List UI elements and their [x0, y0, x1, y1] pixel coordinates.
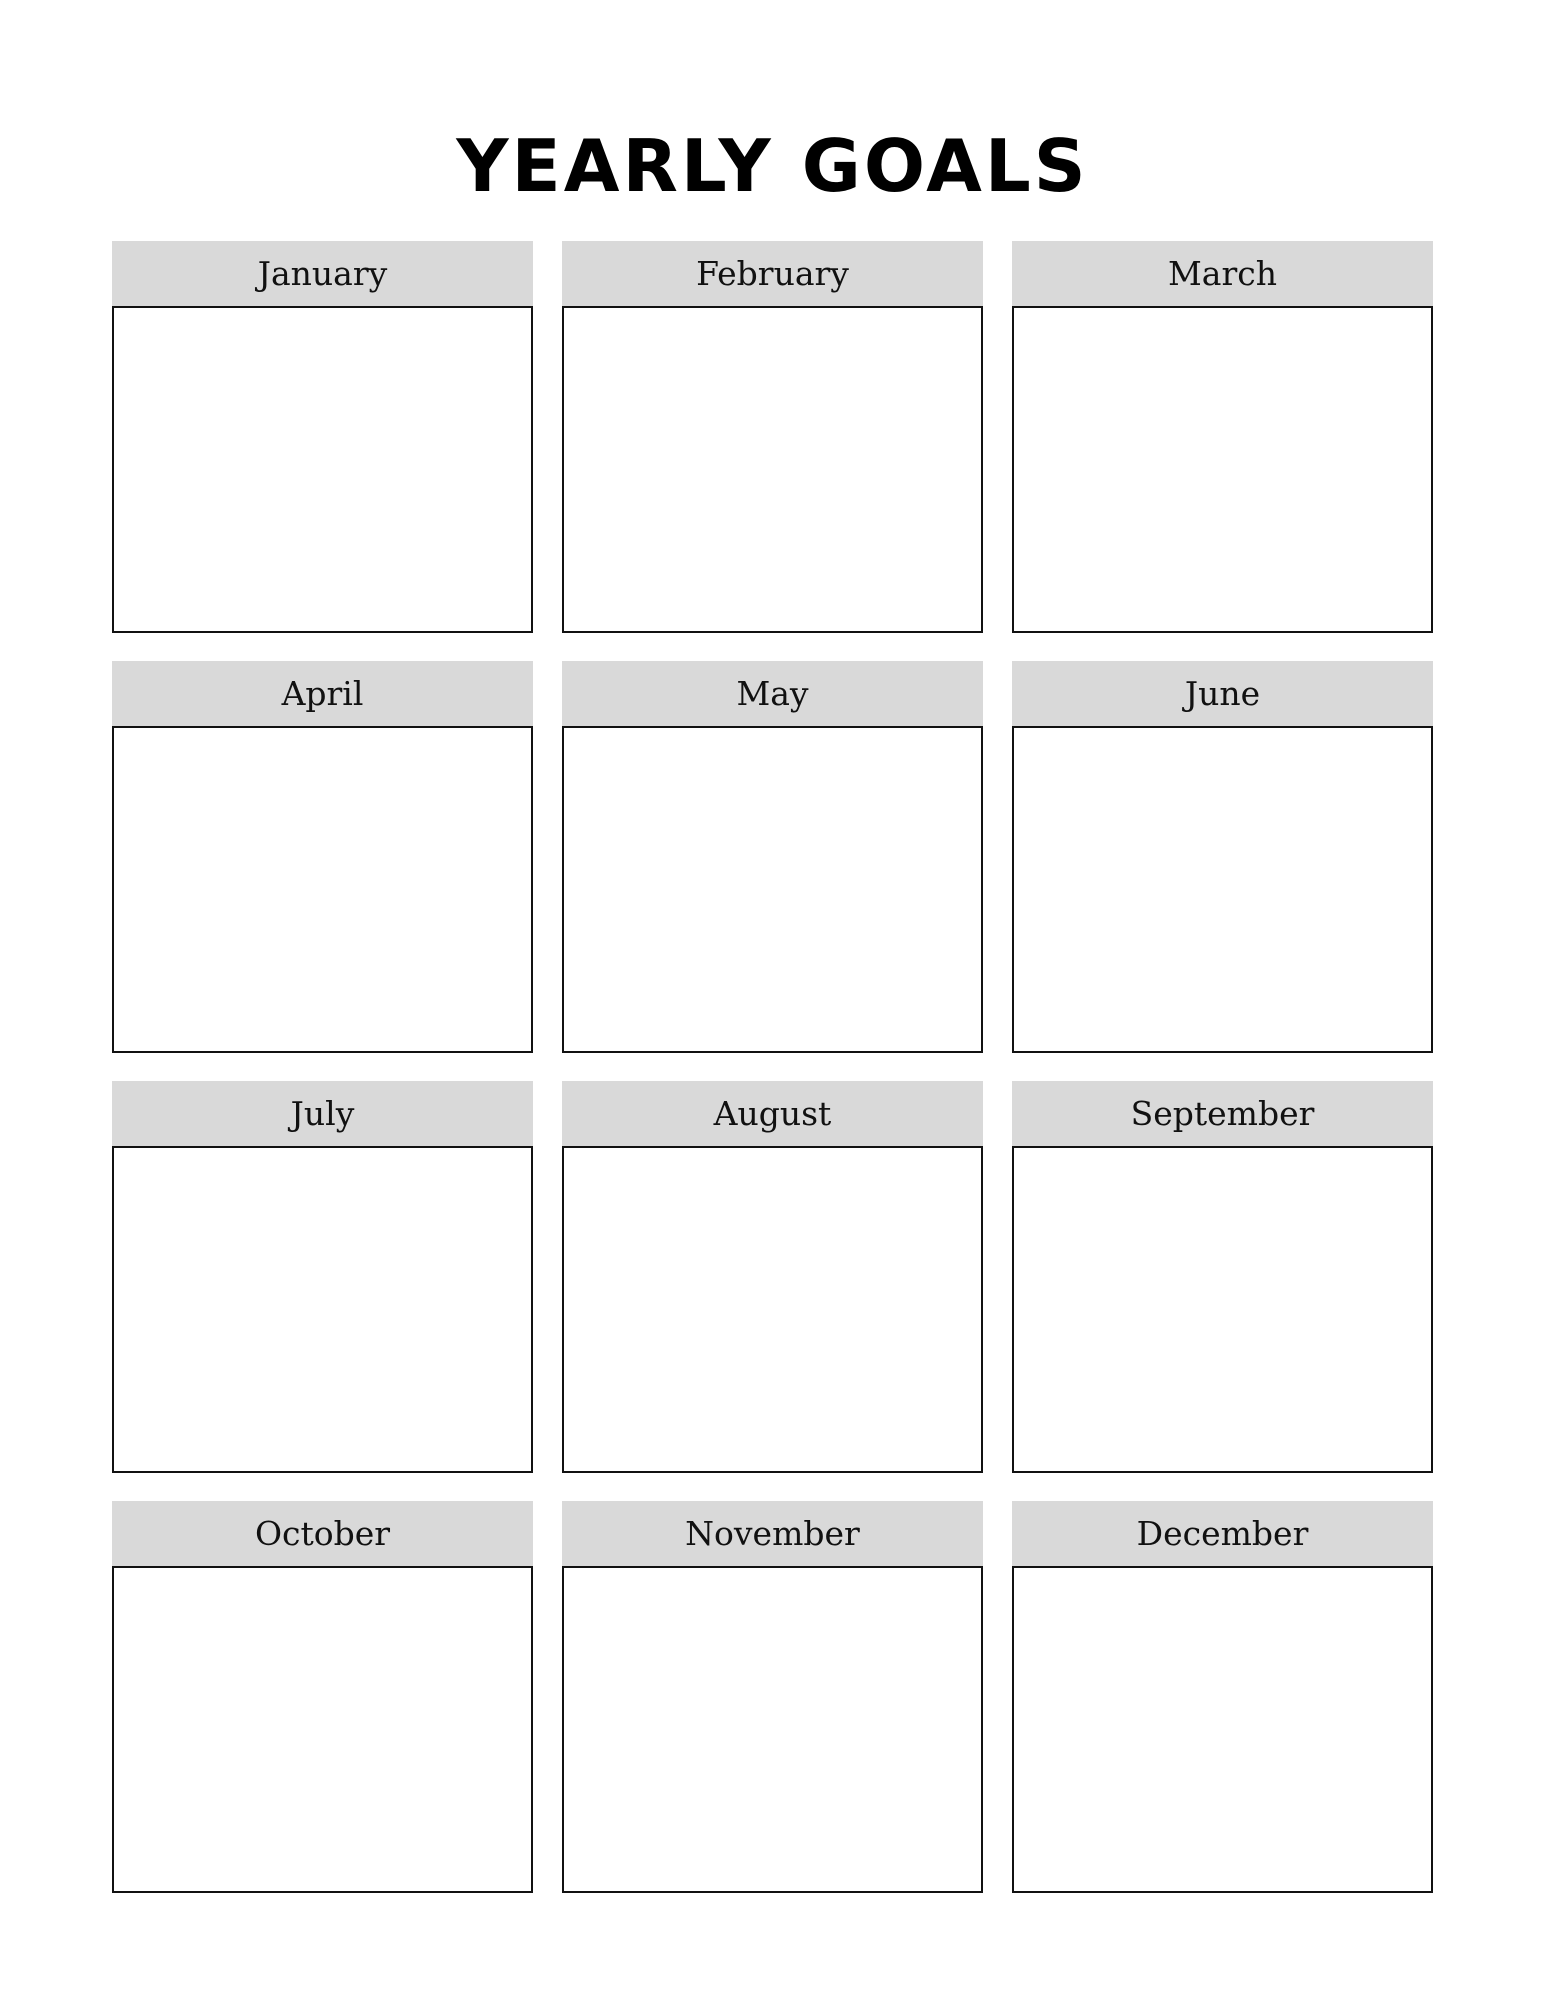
month-panel-may: [562, 661, 983, 1053]
goal-entry-box[interactable]: [112, 1566, 533, 1893]
month-panel-june: [1012, 661, 1433, 1053]
month-header: December: [1012, 1501, 1433, 1566]
goal-entry-box[interactable]: [1012, 726, 1433, 1053]
goal-entry-box[interactable]: [1012, 306, 1433, 633]
month-header: August: [562, 1081, 983, 1146]
goal-entry-box[interactable]: [112, 1146, 533, 1473]
month-header: November: [562, 1501, 983, 1566]
goal-entry-box[interactable]: [562, 306, 983, 633]
month-header: July: [112, 1081, 533, 1146]
month-header: September: [1012, 1081, 1433, 1146]
goal-entry-box[interactable]: [562, 1566, 983, 1893]
month-header: March: [1012, 241, 1433, 306]
months-grid: [112, 241, 1433, 1893]
goal-entry-box[interactable]: [562, 726, 983, 1053]
page-title: YEARLY GOALS: [456, 124, 1089, 208]
month-panel-october: [112, 1501, 533, 1893]
goal-entry-box[interactable]: [1012, 1566, 1433, 1893]
month-header: April: [112, 661, 533, 726]
month-panel-november: [562, 1501, 983, 1893]
month-panel-january: [112, 241, 533, 633]
month-header: May: [562, 661, 983, 726]
month-panel-august: [562, 1081, 983, 1473]
month-header: June: [1012, 661, 1433, 726]
month-panel-december: [1012, 1501, 1433, 1893]
goal-entry-box[interactable]: [112, 306, 533, 633]
goal-entry-box[interactable]: [112, 726, 533, 1053]
month-panel-february: [562, 241, 983, 633]
month-panel-july: [112, 1081, 533, 1473]
month-panel-september: [1012, 1081, 1433, 1473]
goal-entry-box[interactable]: [562, 1146, 983, 1473]
month-panel-april: [112, 661, 533, 1053]
month-header: January: [112, 241, 533, 306]
month-panel-march: [1012, 241, 1433, 633]
month-header: October: [112, 1501, 533, 1566]
month-header: February: [562, 241, 983, 306]
goal-entry-box[interactable]: [1012, 1146, 1433, 1473]
